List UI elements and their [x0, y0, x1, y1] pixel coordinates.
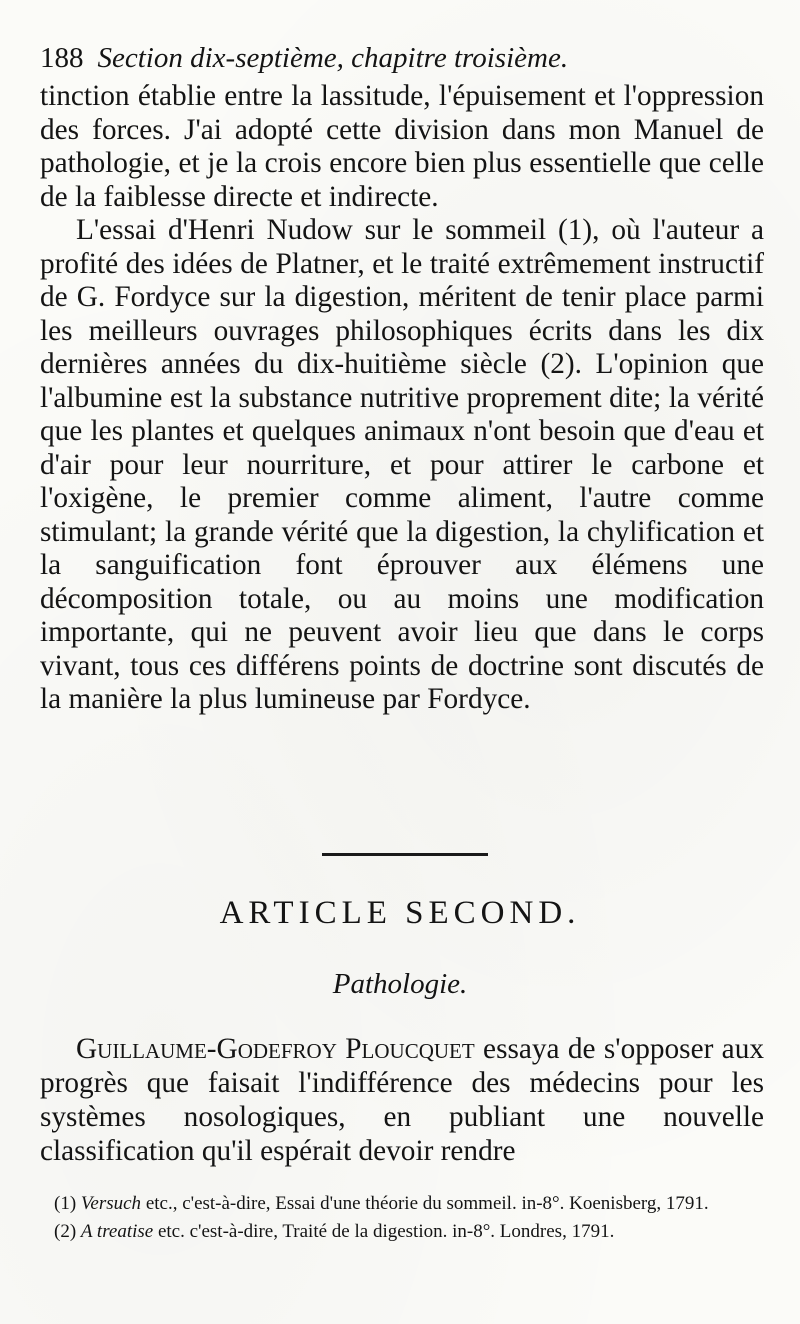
paragraph-nudow-fordyce: L'essai d'Henri Nudow sur le sommeil (1), où l'auteur a profité des idées de Platner, et le traité extrêmement instructif de G. Fordyce sur la digestion, méritent de tenir place parmi les meilleurs ouvrages philosophiques écrits dans les dix dernières années du dix-huitième siècle (2). L'opinion que l'albumine est la substance nutritive proprement dite; la vérité que les plantes et quelques animaux n'ont besoin que d'eau et d'air pour leur nourriture, et pour attirer le carbone et l'oxigène, le premier comme aliment, l'autre comme stimulant; la grande vérité que la digestion, la chylification et la sanguification font éprouver aux élémens une décomposition totale, ou au moins une modification importante, qui ne peuvent avoir lieu que dans le corps vivant, tous ces différens points de doctrine sont discutés de la manière la plus lumineuse par Fordyce.: [40, 214, 764, 715]
paragraph-ploucquet-text: essaya de s'opposer aux progrès que faisait l'indifférence des médecins pour les systèmes nosologiques, en publiant une nouvelle classification qu'il espérait devoir rendre: [40, 1033, 764, 1167]
paragraph-ploucquet: [40, 1032, 764, 1168]
footnotes: [40, 1190, 760, 1246]
lead-name: Guillaume-Godefroy Ploucquet: [76, 1033, 475, 1065]
article-heading: ARTICLE SECOND.: [219, 895, 581, 931]
page-header: [40, 38, 760, 78]
section-subtitle: Pathologie.: [332, 968, 468, 1000]
article-text: [40, 1032, 764, 1168]
footnote-2-title: A treatise: [80, 1221, 154, 1242]
footnote-2-marker: (2): [54, 1221, 81, 1242]
main-text: [40, 80, 764, 717]
footnote-1: [40, 1190, 760, 1218]
footnote-1-title: Versuch: [80, 1193, 142, 1214]
page-number: 188: [40, 42, 84, 74]
section-divider: [322, 853, 488, 856]
footnote-2-text: etc. c'est-à-dire, Traité de la digestion. in-8°. Londres, 1791.: [153, 1221, 615, 1242]
footnote-2: [40, 1218, 760, 1246]
footnote-1-marker: (1): [54, 1193, 81, 1214]
paragraph-continuation: tinction établie entre la lassitude, l'épuisement et l'oppression des forces. J'ai adopté cette division dans mon Manuel de pathologie, et je la crois encore bien plus essentielle que celle de la faiblesse directe et indirecte.: [40, 80, 764, 213]
footnote-1-text: etc., c'est-à-dire, Essai d'une théorie du sommeil. in-8°. Koenisberg, 1791.: [141, 1193, 709, 1214]
running-head: Section dix-septième, chapitre troisième.: [97, 42, 569, 74]
